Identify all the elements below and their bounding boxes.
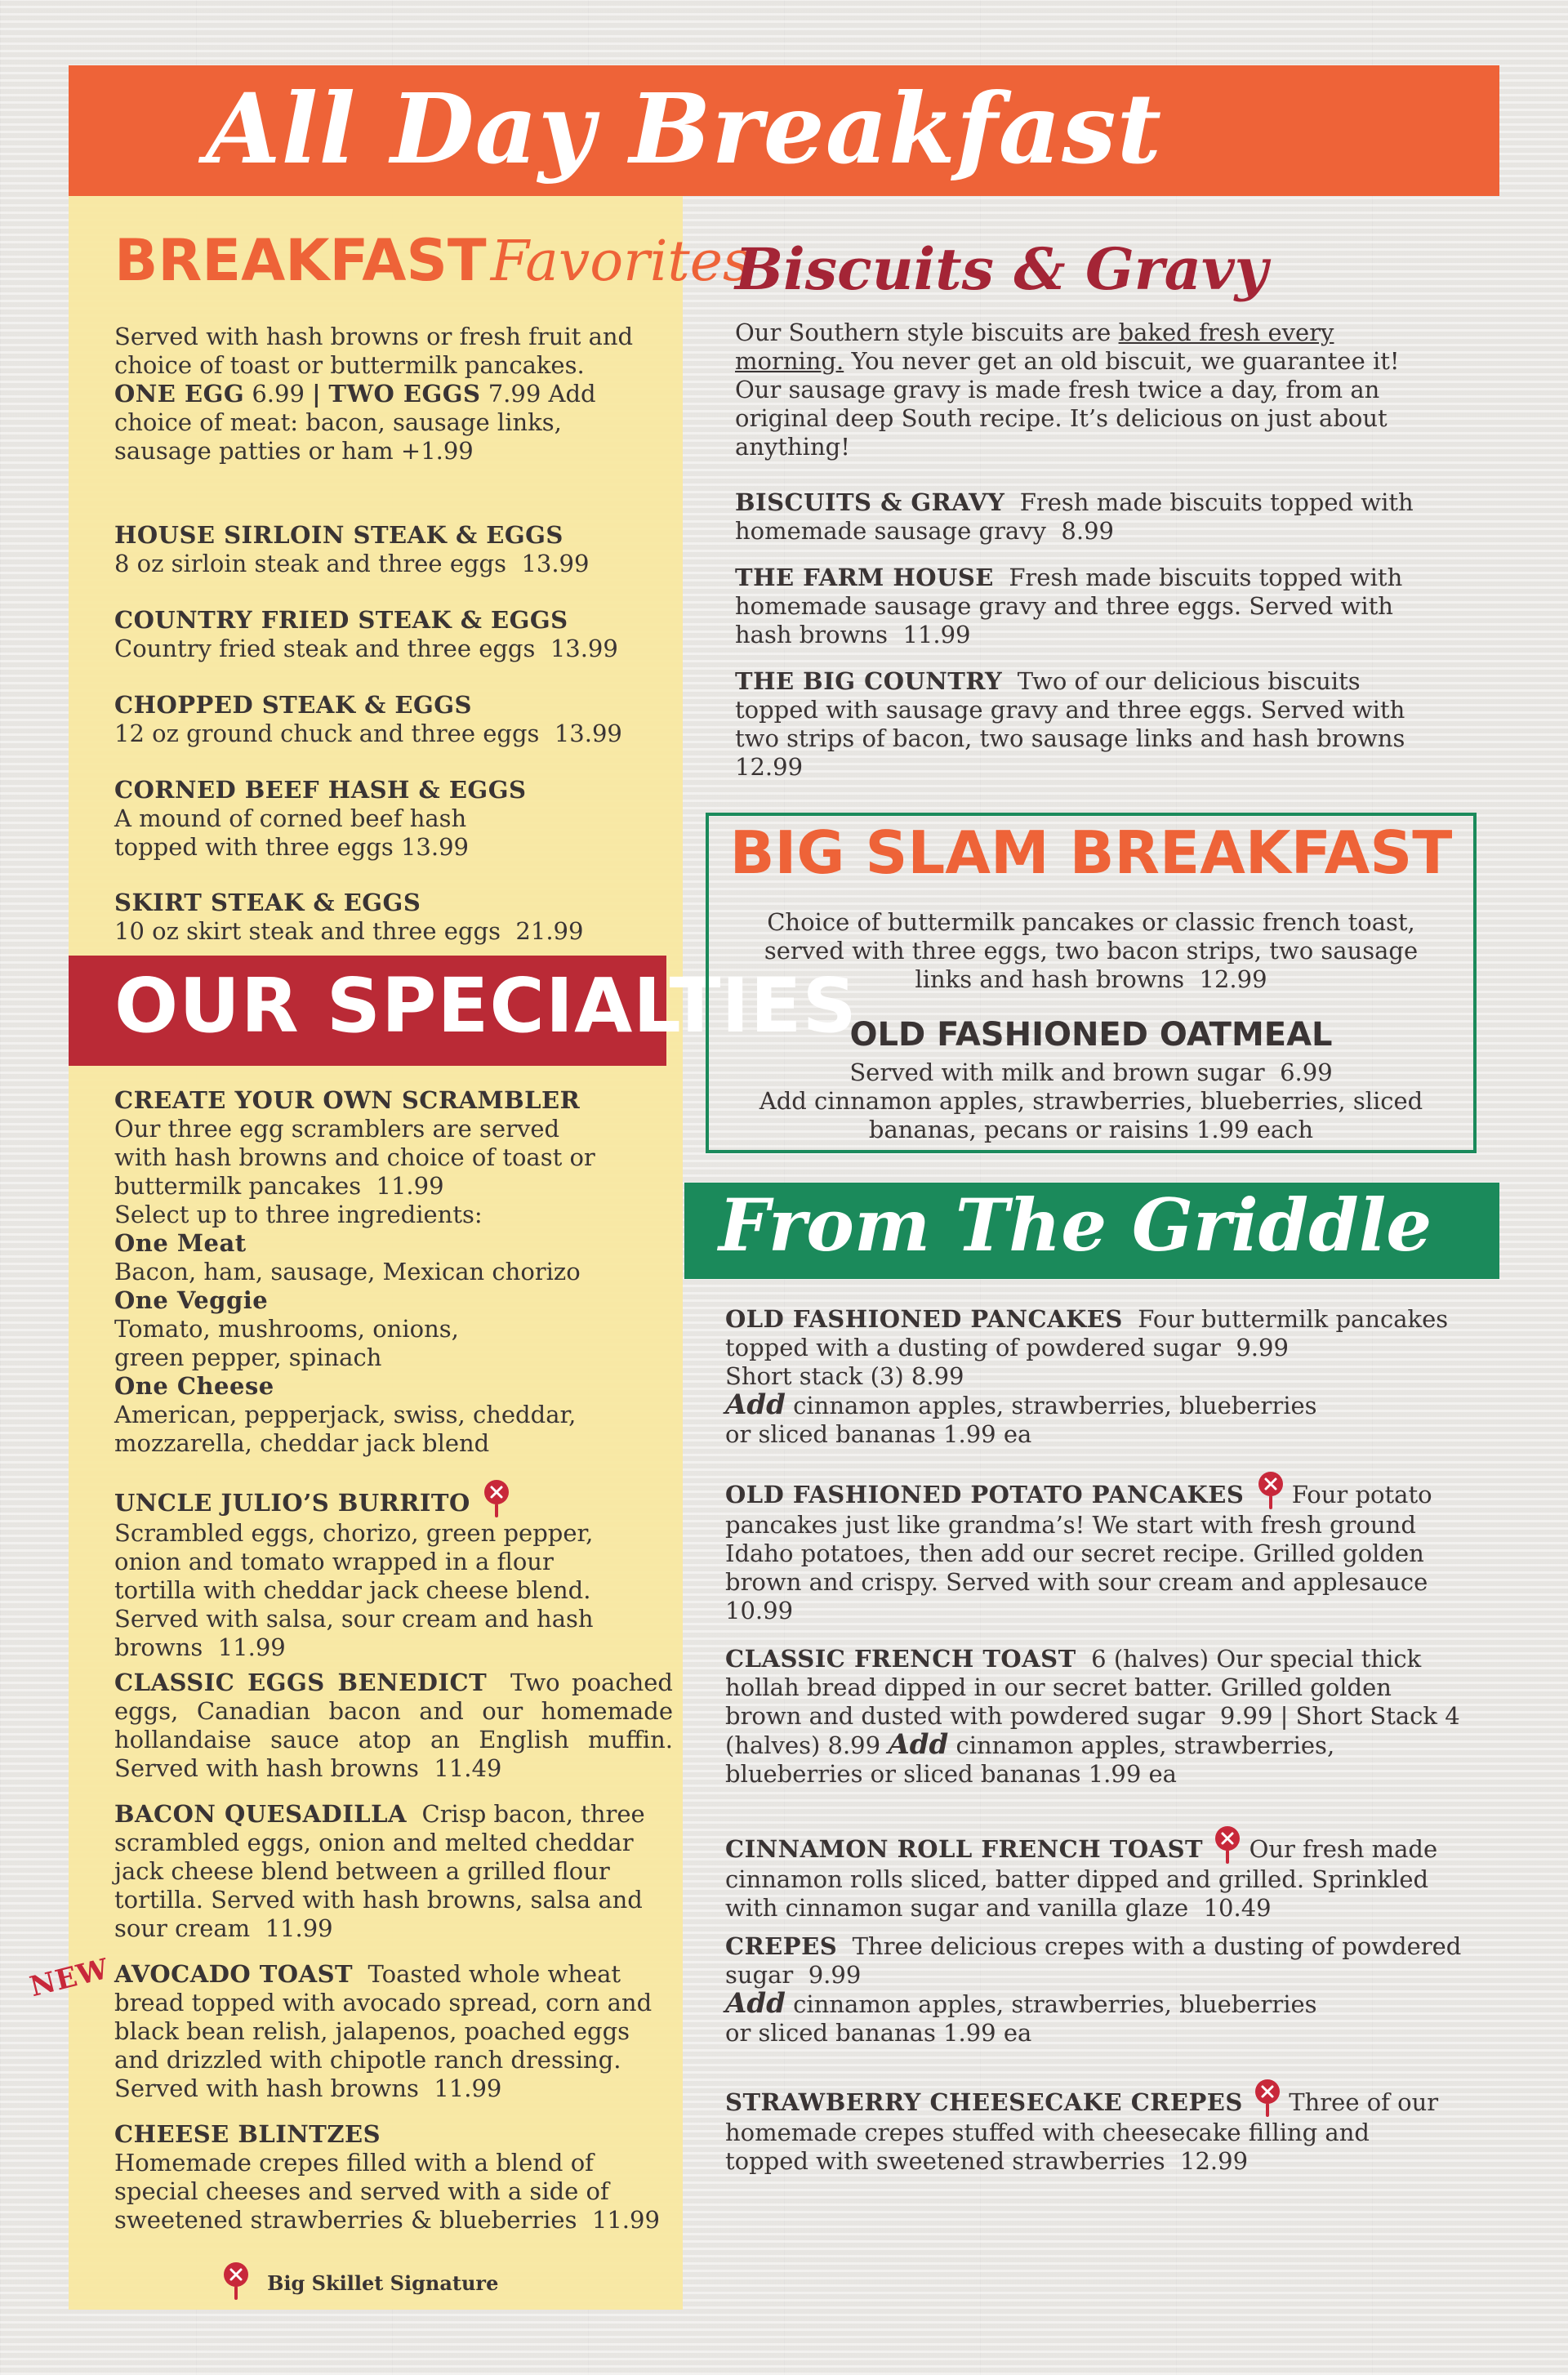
item-desc: 12 oz ground chuck and three eggs <box>114 720 540 747</box>
item-price: 6.99 <box>1280 1058 1333 1086</box>
item-price: 11.99 <box>265 1914 333 1942</box>
item-price: 11.49 <box>434 1754 502 1782</box>
item-desc: Our fresh made cinnamon rolls sliced, batter dipped and grilled. Sprinkled with cinnamon sugar and vanilla glaze <box>725 1835 1438 1922</box>
item-desc: Choice of buttermilk pancakes or classic french toast, served with three eggs, two bacon strips, two sausage links and hash browns <box>764 908 1419 993</box>
menu-item <box>735 667 1437 782</box>
menu-item <box>735 488 1437 546</box>
item-name: CHOPPED STEAK & EGGS <box>114 691 472 719</box>
one-egg-price: 6.99 <box>252 380 305 408</box>
scrambler-select: Select up to three ingredients: <box>114 1201 483 1228</box>
favorites-intro: Served with hash browns or fresh fruit and choice of toast or buttermilk pancakes. <box>114 323 634 379</box>
oatmeal-add: Add cinnamon apples, strawberries, blueberries, sliced bananas, pecans or raisins 1.99 each <box>759 1087 1423 1143</box>
scrambler-meat: Bacon, ham, sausage, Mexican chorizo <box>114 1258 581 1286</box>
short-stack: Short stack (3) 8.99 <box>725 1362 964 1390</box>
item-name: CREPES <box>725 1932 838 1960</box>
favorites-title <box>114 227 751 294</box>
menu-item <box>735 564 1437 649</box>
skillet-signature-icon <box>222 2261 250 2301</box>
new-badge: NEW <box>26 1952 113 2004</box>
favorites-title-script: Favorites <box>490 229 751 294</box>
biscuits-intro-b: You never get an old biscuit, we guarantee it! Our sausage gravy is made fresh twice a day, from an original deep South recipe. It’s delicious on just about anything! <box>735 347 1400 461</box>
one-egg-label: ONE EGG <box>114 380 245 408</box>
strawberry-crepes-item <box>725 2078 1460 2176</box>
big-slam-desc <box>738 908 1444 994</box>
item-name: CORNED BEEF HASH & EGGS <box>114 776 527 804</box>
item-name: CHEESE BLINTZES <box>114 2120 381 2148</box>
item-name: BACON QUESADILLA <box>114 1800 408 1828</box>
item-desc: Three delicious crepes with a dusting of powdered sugar <box>725 1932 1462 1989</box>
biscuits-intro-a: Our Southern style biscuits are <box>735 319 1111 346</box>
item-price: 11.99 <box>217 1633 286 1661</box>
item-name: AVOCADO TOAST <box>114 1960 354 1988</box>
item-desc: Country fried steak and three eggs <box>114 635 536 662</box>
favorites-intro-block <box>114 323 637 466</box>
item-name: UNCLE JULIO’S BURRITO <box>114 1489 470 1517</box>
add-options: cinnamon apples, strawberries, blueberries or sliced bananas 1.99 ea <box>725 1990 1317 2047</box>
item-desc: Scrambled eggs, chorizo, green pepper, onion and tomato wrapped in a flour tortilla with cheddar jack cheese blend. Served with salsa, sour cream and hash browns <box>114 1519 594 1661</box>
quesadilla-item <box>114 1800 645 1943</box>
big-slam-title: BIG SLAM BREAKFAST <box>729 818 1453 887</box>
item-desc: Four buttermilk pancakes topped with a dusting of powdered sugar <box>725 1305 1449 1361</box>
biscuits-intro-underlined: baked fresh every morning. <box>735 319 1334 375</box>
add-label: Add <box>725 1987 786 2020</box>
menu-item <box>114 889 637 946</box>
benedict-item <box>114 1669 673 1783</box>
scrambler-veggie-label: One Veggie <box>114 1286 269 1314</box>
menu-item <box>114 521 637 578</box>
item-desc: Homemade crepes filled with a blend of special cheeses and served with a side of sweetened strawberries & blueberries <box>114 2149 609 2234</box>
scrambler-item <box>114 1086 604 1458</box>
page-title: All Day Breakfast <box>206 72 1163 185</box>
biscuits-title: Biscuits & Gravy <box>735 235 1268 303</box>
egg-separator: | <box>312 380 322 408</box>
item-desc: Crisp bacon, three scrambled eggs, onion and melted cheddar jack cheese blend between a grilled flour tortilla. Served with hash browns, salsa and sour cream <box>114 1800 645 1942</box>
item-name: CREATE YOUR OWN SCRAMBLER <box>114 1086 581 1114</box>
item-name: CLASSIC FRENCH TOAST <box>725 1645 1076 1673</box>
item-price: 9.99 <box>1236 1334 1289 1361</box>
item-desc: Toasted whole wheat bread topped with avocado spread, corn and black bean relish, jalapenos, poached eggs and drizzled with chipotle ranch dressing. Served with hash browns <box>114 1960 653 2102</box>
menu-item <box>114 691 637 748</box>
biscuits-intro <box>735 319 1429 461</box>
oatmeal-title: OLD FASHIONED OATMEAL <box>849 1016 1333 1054</box>
two-eggs-label: TWO EGGS <box>328 380 481 408</box>
item-name: OLD FASHIONED PANCAKES <box>725 1305 1123 1333</box>
item-price: 10.49 <box>1203 1894 1272 1922</box>
legend-label: Big Skillet Signature <box>267 2271 499 2295</box>
scrambler-meat-label: One Meat <box>114 1229 247 1257</box>
avocado-item <box>114 1960 678 2103</box>
item-price: 12.99 <box>735 753 804 781</box>
item-desc: 6 (halves) Our special thick hollah bread dipped in our secret batter. Grilled golden brown and dusted with powdered sugar <box>725 1645 1422 1730</box>
skillet-signature-icon <box>1257 1470 1285 1511</box>
item-name: CINNAMON ROLL FRENCH TOAST <box>725 1835 1204 1863</box>
menu-item <box>114 606 637 663</box>
meat-add-text: Add choice of meat: bacon, sausage links, sausage patties or ham +1.99 <box>114 380 596 465</box>
item-price: 11.99 <box>376 1172 444 1200</box>
item-price: 13.99 <box>550 635 618 662</box>
item-name: THE BIG COUNTRY <box>735 667 1003 695</box>
item-desc: Two of our delicious biscuits topped with sausage gravy and three eggs. Served with two strips of bacon, two sausage links and hash browns <box>735 667 1405 752</box>
oatmeal-desc <box>738 1058 1444 1144</box>
scrambler-cheese-label: One Cheese <box>114 1372 274 1400</box>
item-desc: Our three egg scramblers are served with hash browns and choice of toast or buttermilk pancakes <box>114 1115 595 1200</box>
skillet-signature-icon <box>1254 2078 1281 2119</box>
blintzes-item <box>114 2120 678 2235</box>
signature-legend <box>222 2261 498 2301</box>
item-name: COUNTRY FRIED STEAK & EGGS <box>114 606 568 634</box>
item-price: 11.99 <box>591 2206 660 2234</box>
add-label: Add <box>725 1388 786 1421</box>
item-price: 11.99 <box>434 2074 502 2102</box>
item-name: STRAWBERRY CHEESECAKE CREPES <box>725 2088 1243 2116</box>
item-desc: Fresh made biscuits topped with homemade sausage gravy and three eggs. Served with hash browns <box>735 564 1403 648</box>
add-options: cinnamon apples, strawberries, blueberries or sliced bananas 1.99 ea <box>725 1731 1335 1788</box>
item-desc: Served with milk and brown sugar <box>849 1058 1265 1086</box>
specialties-title: OUR SPECIALTIES <box>114 962 858 1049</box>
item-name: HOUSE SIRLOIN STEAK & EGGS <box>114 521 564 549</box>
two-eggs-price: 7.99 <box>488 380 541 408</box>
item-price: 8.99 <box>1061 517 1114 545</box>
add-label: Add <box>888 1728 949 1761</box>
item-price: 13.99 <box>400 833 469 861</box>
item-desc: Fresh made biscuits topped with homemade sausage gravy <box>735 488 1414 545</box>
item-price: 10.99 <box>725 1597 794 1624</box>
short-stack: Short Stack 4 (halves) 8.99 <box>725 1702 1460 1759</box>
item-desc: Four potato pancakes just like grandma’s! We start with fresh ground Idaho potatoes, then add our secret recipe. Grilled golden brown and crispy. Served with sour cream and applesauce <box>725 1481 1432 1596</box>
item-price: 9.99 <box>808 1961 862 1989</box>
scrambler-cheese: American, pepperjack, swiss, cheddar, mozzarella, cheddar jack blend <box>114 1401 577 1457</box>
menu-item <box>114 776 527 862</box>
pancakes-item <box>725 1305 1460 1449</box>
item-price: 12.99 <box>1180 2147 1249 2175</box>
crepes-item <box>725 1932 1477 2047</box>
item-desc: Three of our homemade crepes stuffed with cheesecake filling and topped with sweetened strawberries <box>725 2088 1439 2175</box>
scrambler-veggie: Tomato, mushrooms, onions, green pepper, spinach <box>114 1315 459 1371</box>
french-toast-item: CLASSIC FRENCH TOAST 6 (halves) Our special thick hollah bread dipped in our secret batter. Grilled golden brown and dusted with powdered sugar 9.99 | Short Stack 4 (halves) 8.99 Add cinnamon apples, strawberries, blueberries or sliced bananas 1.99 ea <box>725 1645 1460 1788</box>
item-desc: A mound of corned beef hash topped with three eggs <box>114 804 467 861</box>
burrito-item <box>114 1478 621 1662</box>
favorites-title-main: BREAKFAST <box>114 227 487 294</box>
item-price: 9.99 <box>1219 1702 1273 1730</box>
item-price: 21.99 <box>515 917 584 945</box>
skillet-signature-icon <box>1214 1825 1241 1865</box>
griddle-title: From The Griddle <box>719 1183 1432 1268</box>
item-desc: Two poached eggs, Canadian bacon and our homemade hollandaise sauce atop an English muffin. Served with hash browns <box>114 1669 673 1782</box>
item-price: 12.99 <box>1199 965 1267 993</box>
item-name: CLASSIC EGGS BENEDICT <box>114 1669 488 1696</box>
cinnamon-toast-item <box>725 1825 1460 1923</box>
item-price: 13.99 <box>554 720 622 747</box>
item-price: 11.99 <box>902 621 971 648</box>
item-price: 13.99 <box>521 550 590 577</box>
add-options: cinnamon apples, strawberries, blueberries or sliced bananas 1.99 ea <box>725 1392 1317 1448</box>
item-desc: 10 oz skirt steak and three eggs <box>114 917 501 945</box>
item-name: THE FARM HOUSE <box>735 564 994 591</box>
item-desc: 8 oz sirloin steak and three eggs <box>114 550 506 577</box>
skillet-signature-icon <box>483 1478 510 1519</box>
item-name: BISCUITS & GRAVY <box>735 488 1005 516</box>
item-name: SKIRT STEAK & EGGS <box>114 889 421 916</box>
item-name: OLD FASHIONED POTATO PANCAKES <box>725 1481 1245 1508</box>
potato-pancakes-item <box>725 1470 1460 1625</box>
